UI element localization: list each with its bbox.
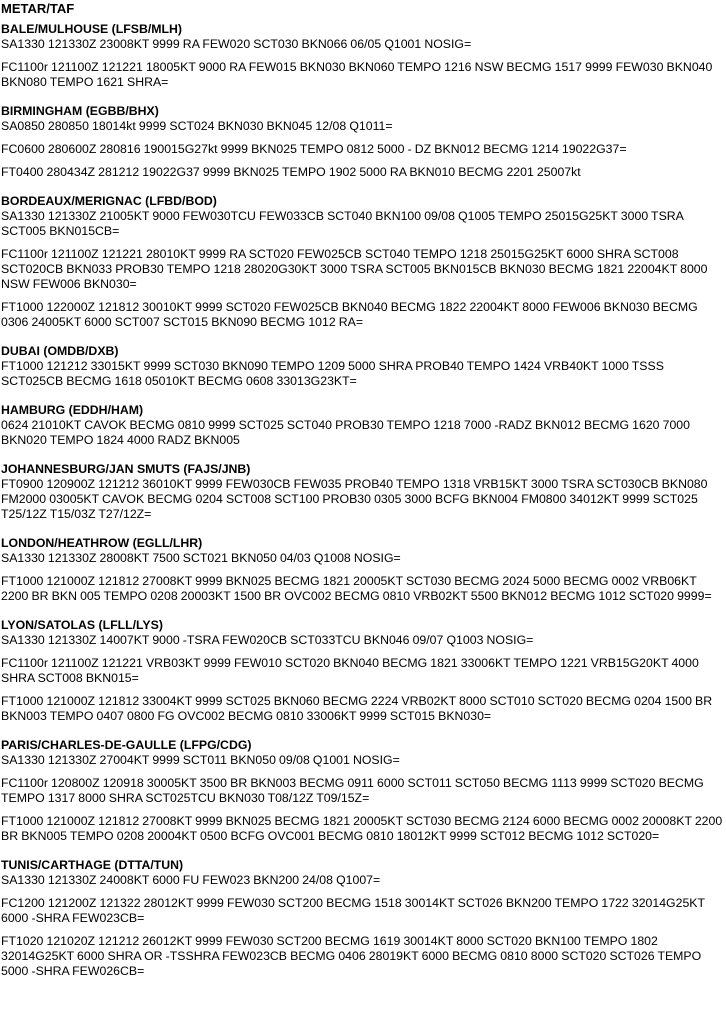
weather-report: FT1000 121000Z 121812 27008KT 9999 BKN025 BECMG 1821 20005KT SCT030 BECMG 2024 5000 BECMG 0002 VRB06KT 2200 BR BKN 005 TEMPO 0208 20003KT 1500 BR OVC002 BECMG 0810 VRB02KT 5500 BKN012 BECMG 1012 SCT020 9999=: [1, 574, 712, 603]
station-name: BIRMINGHAM (EGBB/BHX): [1, 104, 159, 118]
weather-report: SA1330 121330Z 28008KT 7500 SCT021 BKN050 04/03 Q1008 NOSIG=: [1, 551, 401, 565]
page-title: METAR/TAF: [1, 1, 75, 16]
station-name: HAMBURG (EDDH/HAM): [1, 403, 144, 417]
station-block: [1, 858, 724, 979]
station-name: BORDEAUX/MERIGNAC (LFBD/BOD): [1, 194, 217, 208]
weather-report: FC1100r 120800Z 120918 30005KT 3500 BR BKN003 BECMG 0911 6000 SCT011 SCT050 BECMG 1113 9999 SCT020 BECMG TEMPO 1317 8000 SHRA SCT025TCU BKN030 T08/12Z T09/15Z=: [1, 776, 704, 805]
weather-report: FT0900 120900Z 121212 36010KT 9999 FEW030CB FEW035 PROB40 TEMPO 1318 VRB15KT 3000 TSRA SCT030CB BKN080 FM2000 03005KT CAVOK BECMG 0204 SCT008 SCT100 PROB30 0305 3000 BCFG BKN004 FM0800 34012KT 9999 SCT025 T25/12Z T15/03Z T27/12Z=: [1, 477, 708, 521]
weather-report: FT1020 121020Z 121212 26012KT 9999 FEW030 SCT200 BECMG 1619 30014KT 8000 SCT020 BKN100 TEMPO 1802 32014G25KT 6000 SHRA OR -TSSHRA FEW023CB BECMG 0406 28019KT 6000 BECMG 0810 8000 SCT020 SCT026 TEMPO 5000 -SHRA FEW026CB=: [1, 934, 702, 978]
weather-report: SA1330 121330Z 24008KT 6000 FU FEW023 BKN200 24/08 Q1007=: [1, 873, 381, 887]
weather-report: FC1200 121200Z 121322 28012KT 9999 FEW030 SCT200 BECMG 1518 30014KT SCT026 BKN200 TEMPO 1722 32014G25KT 6000 -SHRA FEW023CB=: [1, 896, 705, 925]
weather-report: FT1000 121212 33015KT 9999 SCT030 BKN090 TEMPO 1209 5000 SHRA PROB40 TEMPO 1424 VRB40KT 1000 TSSS SCT025CB BECMG 1618 05010KT BECMG 0608 33013G23KT=: [1, 359, 664, 388]
station-list: [1, 22, 724, 979]
station-block: [1, 403, 724, 448]
weather-report: SA1330 121330Z 14007KT 9000 -TSRA FEW020CB SCT033TCU BKN046 09/07 Q1003 NOSIG=: [1, 633, 534, 647]
weather-report: FC0600 280600Z 280816 190015G27kt 9999 BKN025 TEMPO 0812 5000 - DZ BKN012 BECMG 1214 19022G37=: [1, 142, 627, 156]
weather-report: SA1330 121330Z 23008KT 9999 RA FEW020 SCT030 BKN066 06/05 Q1001 NOSIG=: [1, 37, 472, 51]
weather-report: FC1100r 121100Z 121221 28010KT 9999 RA SCT020 FEW025CB SCT040 TEMPO 1218 25015G25KT 6000 SHRA SCT008 SCT020CB BKN033 PROB30 TEMPO 1218 28020G30KT 3000 TSRA SCT005 BKN015CB BKN030 BECMG 1821 22004KT 8000 NSW FEW006 BKN030=: [1, 247, 708, 291]
station-block: [1, 462, 724, 522]
weather-report: FC1100r 121100Z 121221 VRB03KT 9999 FEW010 SCT020 BKN040 BECMG 1821 33006KT TEMPO 1221 VRB15G20KT 4000 SHRA SCT008 BKN015=: [1, 656, 699, 685]
station-name: LONDON/HEATHROW (EGLL/LHR): [1, 536, 203, 550]
station-name: BALE/MULHOUSE (LFSB/MLH): [1, 22, 183, 36]
station-name: TUNIS/CARTHAGE (DTTA/TUN): [1, 858, 184, 872]
station-block: [1, 22, 724, 90]
station-block: [1, 618, 724, 724]
station-name: PARIS/CHARLES-DE-GAULLE (LFPG/CDG): [1, 738, 252, 752]
weather-report: FT1000 121000Z 121812 33004KT 9999 SCT025 BKN060 BECMG 2224 VRB02KT 8000 SCT010 SCT020 BECMG 0204 1500 BR BKN003 TEMPO 0407 0800 FG OVC002 BECMG 0810 33006KT 9999 SCT015 BKN030=: [1, 694, 713, 723]
station-block: [1, 344, 724, 389]
weather-report: FT1000 121000Z 121812 27008KT 9999 BKN025 BECMG 1821 20005KT SCT030 BECMG 2124 6000 BECMG 0002 20008KT 2200 BR BKN005 TEMPO 0208 20004KT 0500 BCFG OVC001 BECMG 0810 18012KT 9999 SCT012 BECMG 1012 SCT020=: [1, 814, 723, 843]
station-block: [1, 104, 724, 180]
weather-report: FT0400 280434Z 281212 19022G37 9999 BKN025 TEMPO 1902 5000 RA BKN010 BECMG 2201 25007kt: [1, 165, 581, 179]
station-name: LYON/SATOLAS (LFLL/LYS): [1, 618, 163, 632]
station-name: DUBAI (OMDB/DXB): [1, 344, 119, 358]
weather-report: 0624 21010KT CAVOK BECMG 0810 9999 SCT025 SCT040 PROB30 TEMPO 1218 7000 -RADZ BKN012 BECMG 1620 7000 BKN020 TEMPO 1824 4000 RADZ BKN005: [1, 418, 690, 447]
weather-report: FC1100r 121100Z 121221 18005KT 9000 RA FEW015 BKN030 BKN060 TEMPO 1216 NSW BECMG 1517 9999 FEW030 BKN040 BKN080 TEMPO 1621 SHRA=: [1, 60, 713, 89]
weather-report: SA1330 121330Z 21005KT 9000 FEW030TCU FEW033CB SCT040 BKN100 09/08 Q1005 TEMPO 25015G25KT 3000 TSRA SCT005 BKN015CB=: [1, 209, 684, 238]
weather-report: SA1330 121330Z 27004KT 9999 SCT011 BKN050 09/08 Q1001 NOSIG=: [1, 753, 400, 767]
weather-report: SA0850 280850 18014kt 9999 SCT024 BKN030 BKN045 12/08 Q1011=: [1, 119, 393, 133]
station-name: JOHANNESBURG/JAN SMUTS (FAJS/JNB): [1, 462, 251, 476]
weather-report: FT1000 122000Z 121812 30010KT 9999 SCT020 FEW025CB BKN040 BECMG 1822 22004KT 8000 FEW006 BKN030 BECMG 0306 24005KT 6000 SCT007 SCT015 BKN090 BECMG 1012 RA=: [1, 300, 698, 329]
station-block: [1, 738, 724, 844]
station-block: [1, 536, 724, 604]
station-block: [1, 194, 724, 330]
